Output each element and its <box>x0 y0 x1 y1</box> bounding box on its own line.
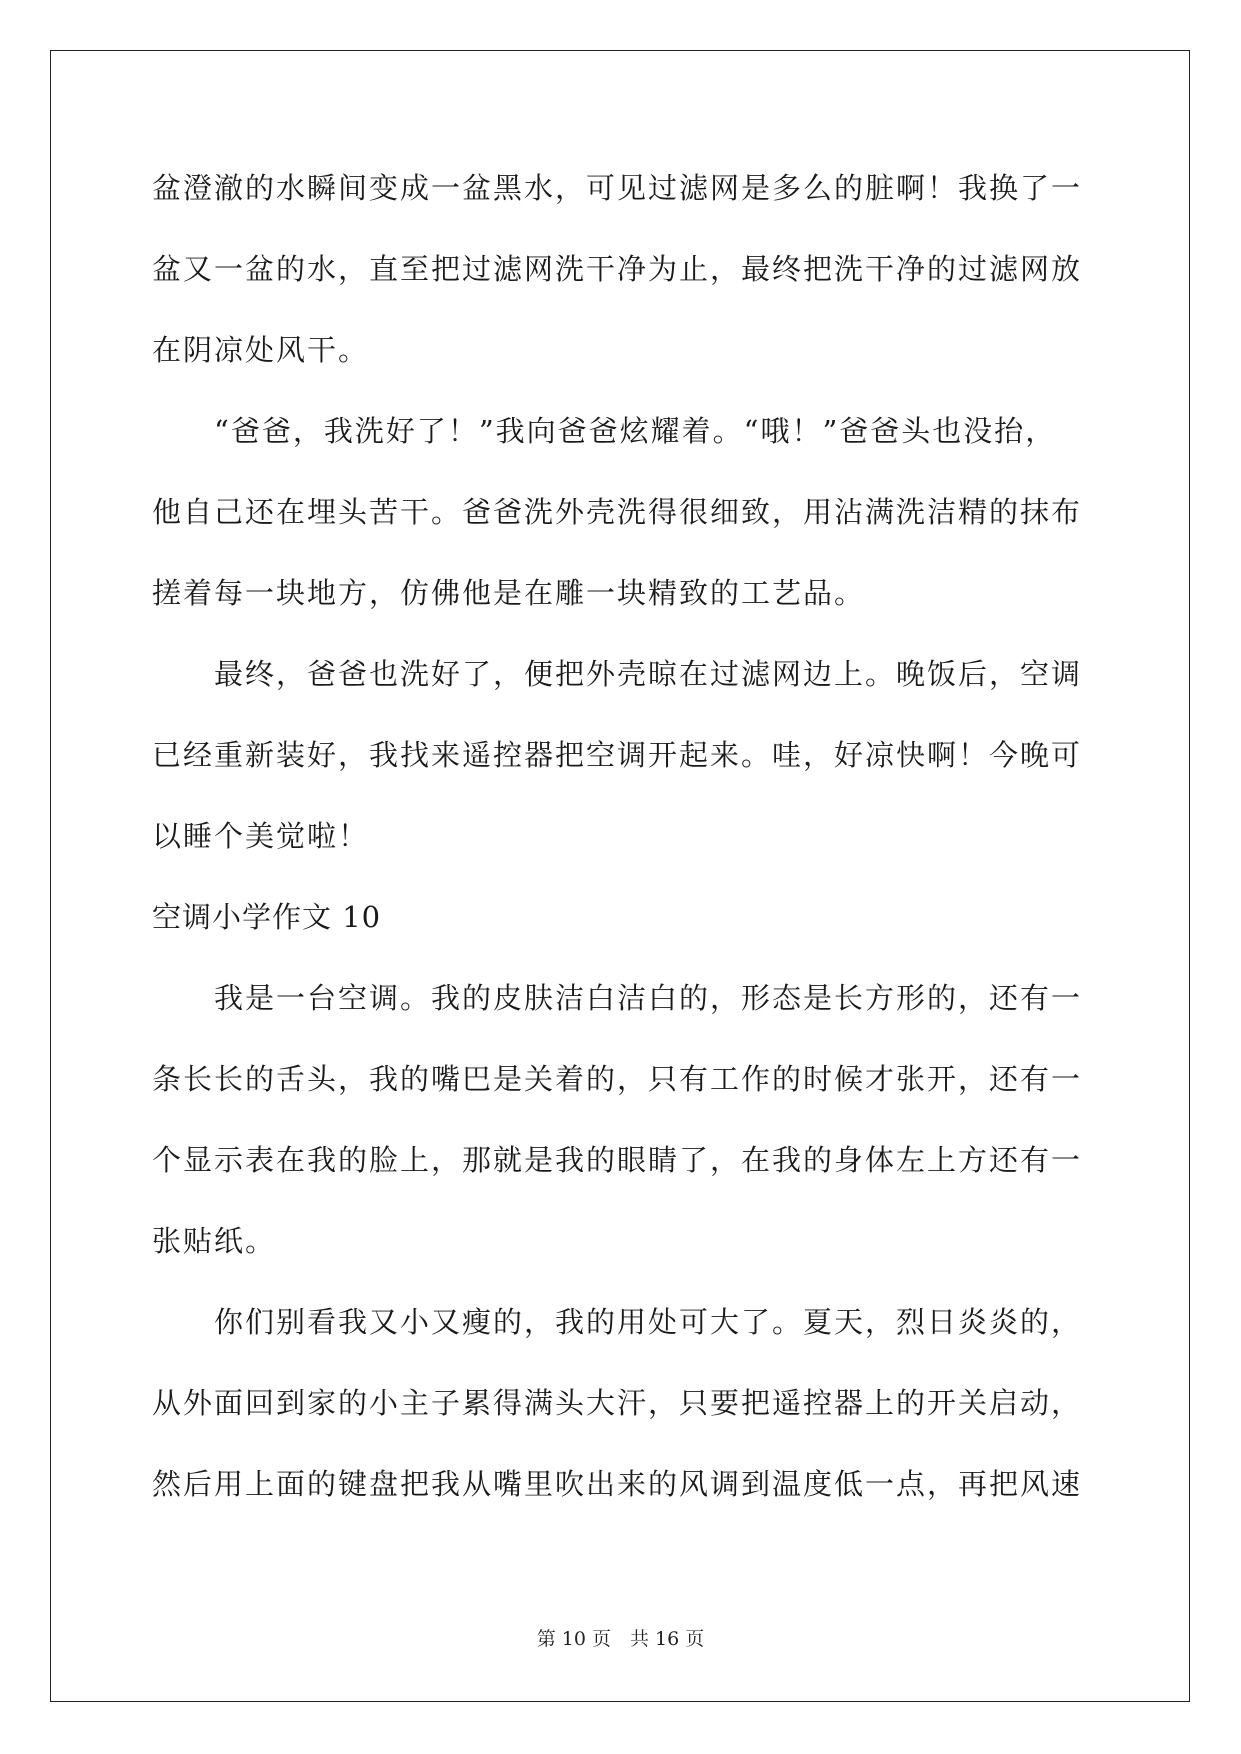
text-line: 然后用上面的键盘把我从嘴里吹出来的风调到温度低一点，再把风速 <box>152 1467 1083 1501</box>
text-line: 已经重新装好，我找来遥控器把空调开起来。哇，好凉快啊！今晚可 <box>152 738 1083 772</box>
text-line: 搓着每一块地方，仿佛他是在雕一块精致的工艺品。 <box>152 576 866 610</box>
page-number-footer: 第 10 页 共 16 页 <box>536 1628 705 1650</box>
text-line: “爸爸，我洗好了！”我向爸爸炫耀着。“哦！”爸爸头也没抬， <box>214 414 1057 448</box>
document-body <box>152 148 1092 1525</box>
text-line: 盆澄澈的水瞬间变成一盆黑水，可见过滤网是多么的脏啊！我换了一 <box>152 171 1083 205</box>
text-line: 在阴凉处风干。 <box>152 333 370 367</box>
text-line: 个显示表在我的脸上，那就是我的眼睛了，在我的身体左上方还有一 <box>152 1143 1083 1177</box>
text-line: 他自己还在埋头苦干。爸爸洗外壳洗得很细致，用沾满洗洁精的抹布 <box>152 495 1083 529</box>
text-line: 我是一台空调。我的皮肤洁白洁白的，形态是长方形的，还有一 <box>214 981 1083 1015</box>
text-line: 盆又一盆的水，直至把过滤网洗干净为止，最终把洗干净的过滤网放 <box>152 252 1083 286</box>
text-line: 你们别看我又小又瘦的，我的用处可大了。夏天，烈日炎炎的， <box>214 1305 1083 1339</box>
text-line: 张贴纸。 <box>152 1224 277 1258</box>
text-line: 从外面回到家的小主子累得满头大汗，只要把遥控器上的开关启动， <box>152 1386 1083 1420</box>
text-line: 条长长的舌头，我的嘴巴是关着的，只有工作的时候才张开，还有一 <box>152 1062 1083 1096</box>
text-line: 以睡个美觉啦！ <box>152 819 370 853</box>
text-line: 最终，爸爸也洗好了，便把外壳晾在过滤网边上。晚饭后，空调 <box>214 657 1083 691</box>
section-heading: 空调小学作文 10 <box>152 900 382 934</box>
